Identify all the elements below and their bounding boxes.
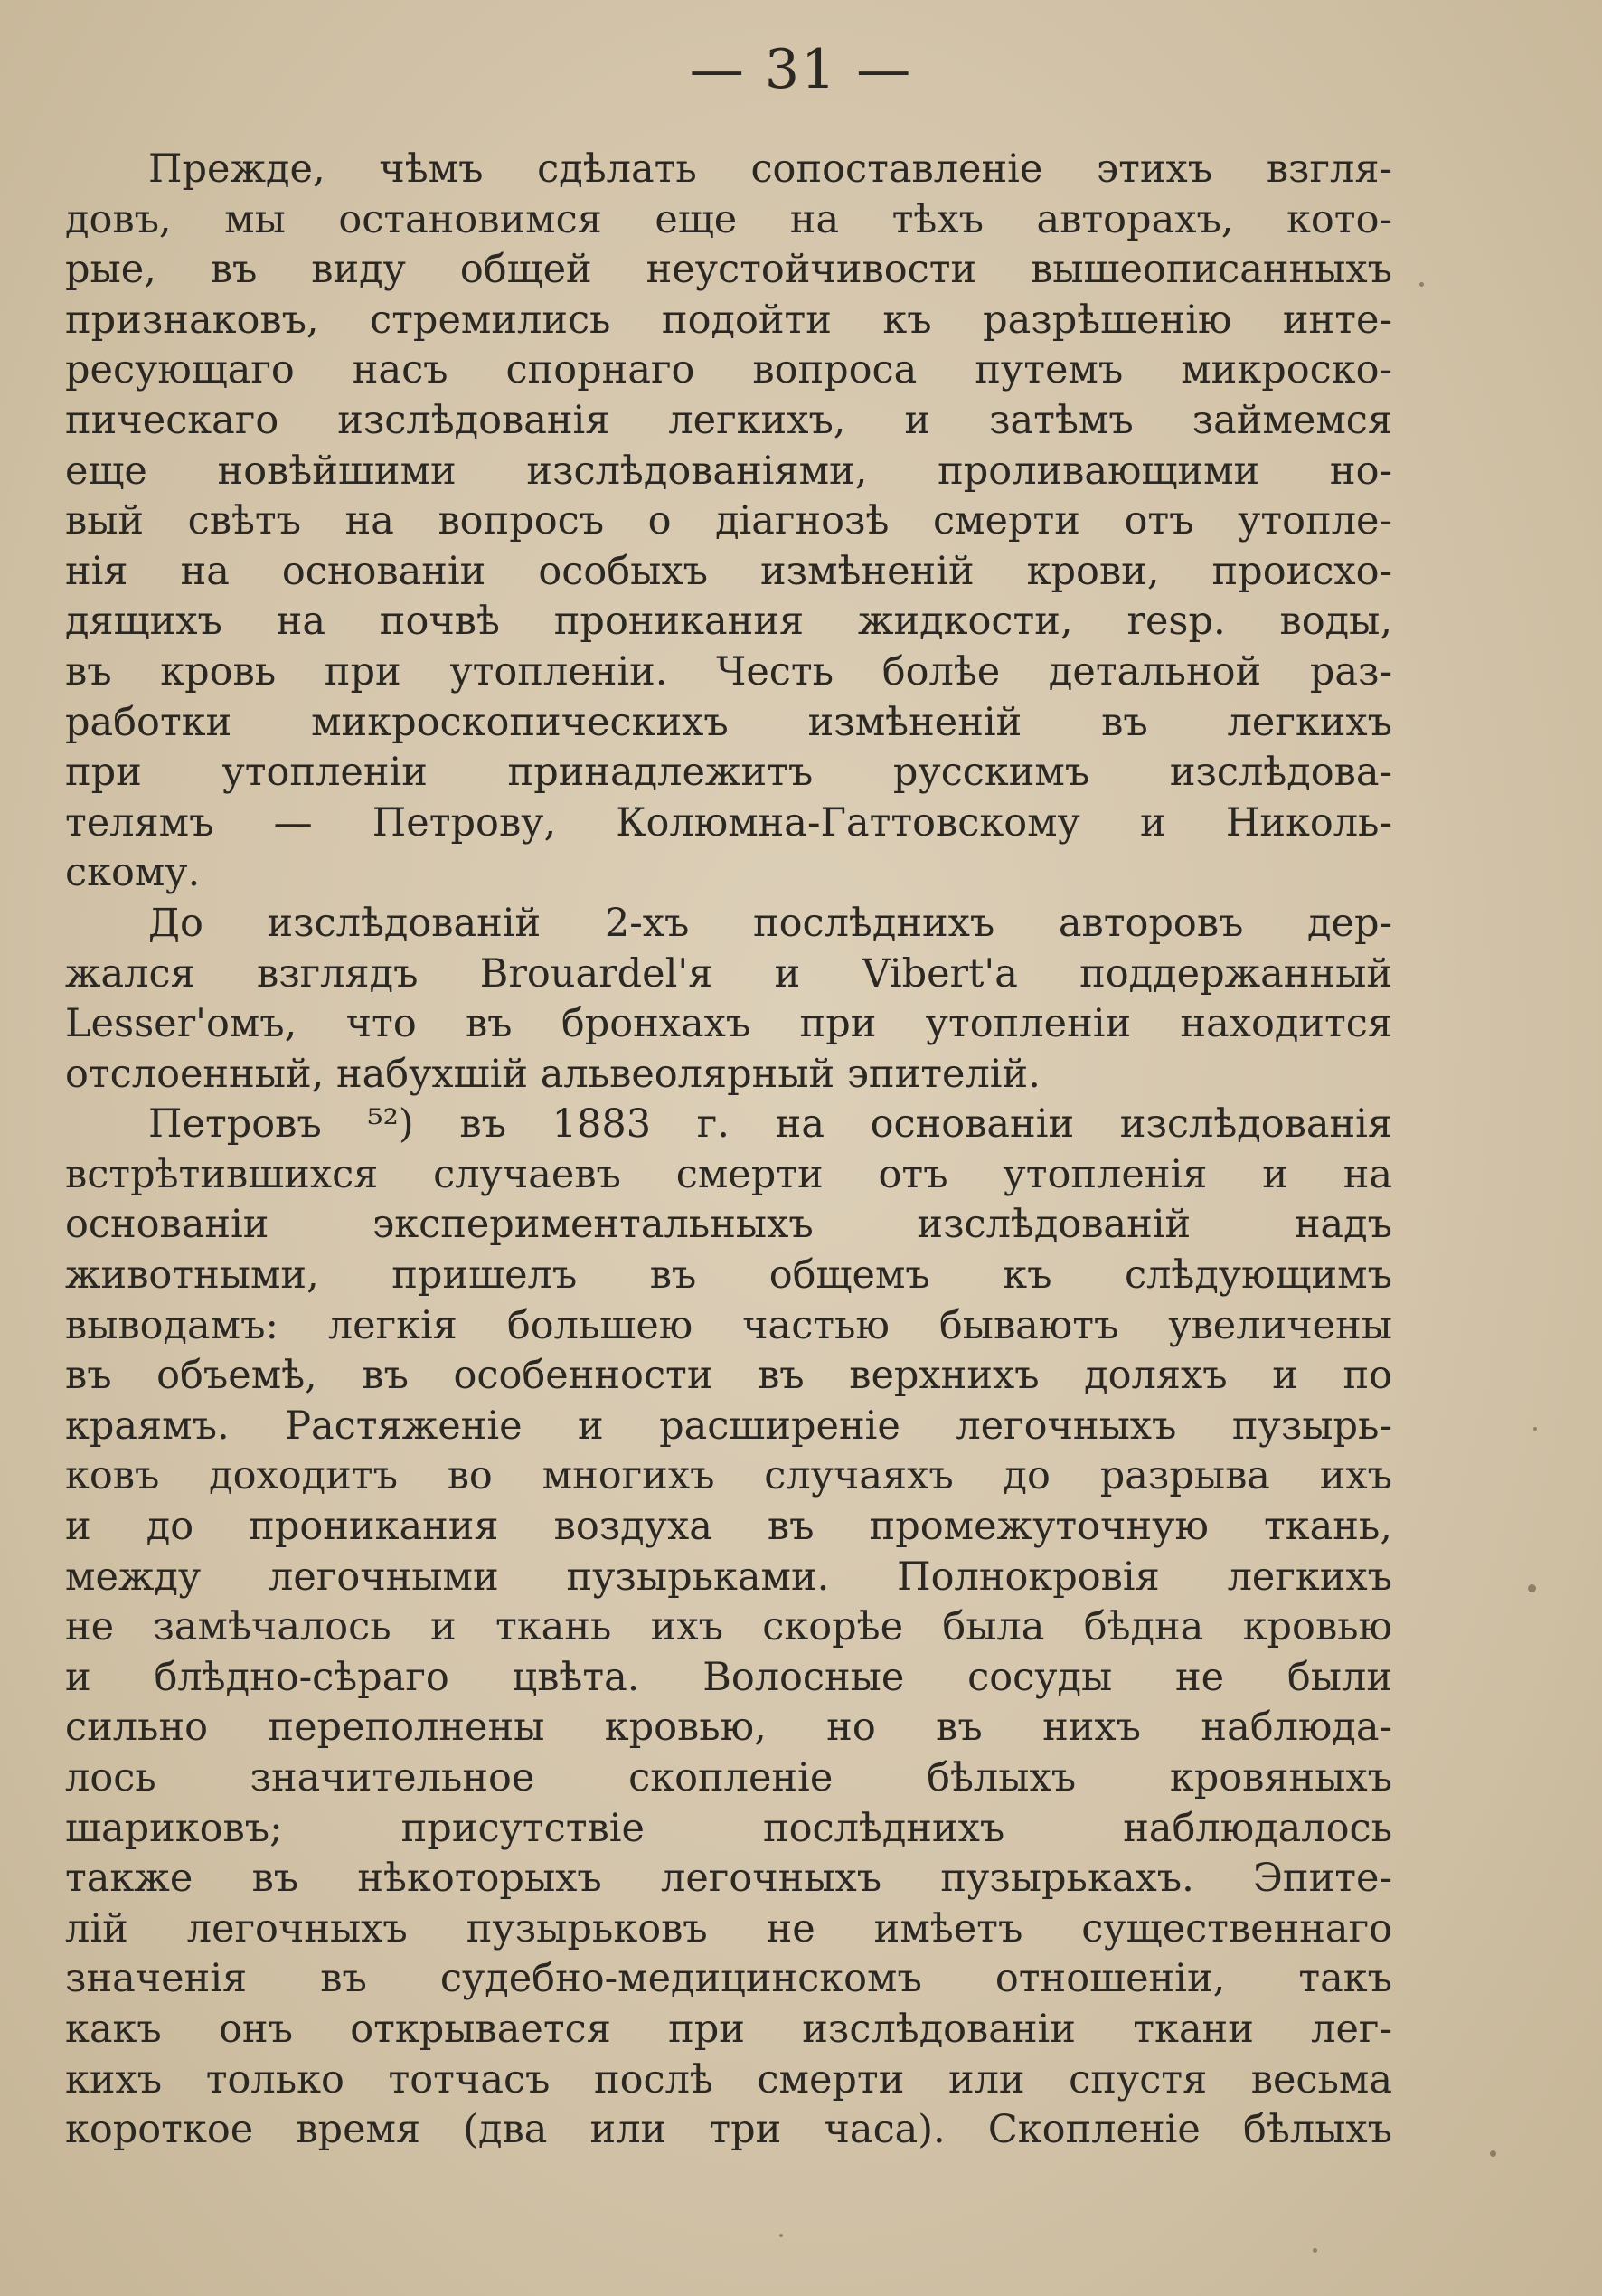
body-text bbox=[65, 145, 1392, 2156]
text-line: и блѣдно-сѣраго цвѣта. Волосные сосуды не были bbox=[65, 1654, 1392, 1700]
text-line: До изслѣдованій 2-хъ послѣднихъ авторовъ дер- bbox=[148, 900, 1392, 946]
paper-speck bbox=[1313, 2248, 1317, 2253]
text-line: нія на основаніи особыхъ измѣненій крови, происхо- bbox=[65, 548, 1392, 594]
text-line: въ объемѣ, въ особенности въ верхнихъ доляхъ и по bbox=[65, 1353, 1392, 1399]
text-line: кихъ только тотчасъ послѣ смерти или спустя весьма bbox=[65, 2056, 1392, 2102]
text-line: лій легочныхъ пузырьковъ не имѣетъ существеннаго bbox=[65, 1905, 1392, 1951]
text-line: между легочными пузырьками. Полнокровія легкихъ bbox=[65, 1554, 1392, 1600]
text-line: животными, пришелъ въ общемъ къ слѣдующимъ bbox=[65, 1252, 1392, 1299]
text-line: также въ нѣкоторыхъ легочныхъ пузырькахъ. Эпите- bbox=[65, 1856, 1392, 1902]
paper-speck bbox=[1419, 282, 1424, 287]
text-line: Lesser'омъ, что въ бронхахъ при утопленіи находится bbox=[65, 1001, 1392, 1047]
text-line: выводамъ: легкія большею частью бываютъ увеличены bbox=[65, 1302, 1392, 1348]
text-line: жался взглядъ Brouardel'я и Vibert'а поддержанный bbox=[65, 950, 1392, 997]
text-line: вый свѣтъ на вопросъ о діагнозѣ смерти отъ утопле- bbox=[65, 498, 1392, 544]
text-line: дящихъ на почвѣ проникания жидкости, resp. воды, bbox=[65, 599, 1392, 645]
paper-speck bbox=[1533, 1427, 1537, 1431]
paper-speck bbox=[779, 2234, 783, 2237]
text-line: ресующаго насъ спорнаго вопроса путемъ микроско- bbox=[65, 347, 1392, 393]
text-line: значенія въ судебно-медицинскомъ отношеніи, такъ bbox=[65, 1956, 1392, 2002]
text-line: лось значительное скопленіе бѣлыхъ кровяныхъ bbox=[65, 1755, 1392, 1800]
text-line: работки микроскопическихъ измѣненій въ легкихъ bbox=[65, 699, 1392, 745]
text-line: какъ онъ открывается при изслѣдованіи ткани лег- bbox=[65, 2006, 1392, 2052]
text-line: телямъ — Петрову, Колюмна-Гаттовскому и Николь- bbox=[65, 799, 1392, 846]
text-line: въ кровь при утопленіи. Честь болѣе детальной раз- bbox=[65, 648, 1392, 694]
text-line: признаковъ, стремились подойти къ разрѣшенію инте- bbox=[65, 297, 1392, 343]
text-line: ковъ доходитъ во многихъ случаяхъ до разрыва ихъ bbox=[65, 1453, 1392, 1499]
text-line: шариковъ; присутствіе послѣднихъ наблюдалось bbox=[65, 1805, 1392, 1851]
text-line: встрѣтившихся случаевъ смерти отъ утопленія и на bbox=[65, 1151, 1392, 1197]
text-line: основаніи экспериментальныхъ изслѣдованій надъ bbox=[65, 1202, 1392, 1248]
text-line: Петровъ ⁵²) въ 1883 г. на основаніи изслѣдованія bbox=[148, 1101, 1392, 1148]
text-line: при утопленіи принадлежитъ русскимъ изслѣдова- bbox=[65, 750, 1392, 796]
paper-speck bbox=[1490, 2150, 1496, 2157]
text-line: рые, въ виду общей неустойчивости вышеописанныхъ bbox=[65, 247, 1392, 293]
text-line: краямъ. Растяженіе и расширеніе легочныхъ пузырь- bbox=[65, 1403, 1392, 1449]
text-line: пическаго изслѣдованія легкихъ, и затѣмъ займемся bbox=[65, 397, 1392, 443]
text-line: не замѣчалось и ткань ихъ скорѣе была бѣдна кровью bbox=[65, 1604, 1392, 1650]
text-line: Прежде, чѣмъ сдѣлать сопоставленіе этихъ взгля- bbox=[148, 146, 1392, 192]
text-line: короткое время (два или три часа). Скопленіе бѣлыхъ bbox=[65, 2107, 1392, 2153]
text-line: скому. bbox=[65, 850, 201, 896]
text-line: отслоенный, набухшій альвеолярный эпителій. bbox=[65, 1051, 1041, 1097]
text-line: и до проникания воздуха въ промежуточную ткань, bbox=[65, 1504, 1392, 1550]
text-line: довъ, мы остановимся еще на тѣхъ авторахъ, кото- bbox=[65, 196, 1392, 242]
text-line: сильно переполнены кровью, но въ нихъ наблюда- bbox=[65, 1705, 1392, 1751]
paper-speck bbox=[1528, 1584, 1536, 1592]
page-number: — 31 — bbox=[689, 38, 913, 101]
text-line: еще новѣйшими изслѣдованіями, проливающими но- bbox=[65, 448, 1392, 494]
